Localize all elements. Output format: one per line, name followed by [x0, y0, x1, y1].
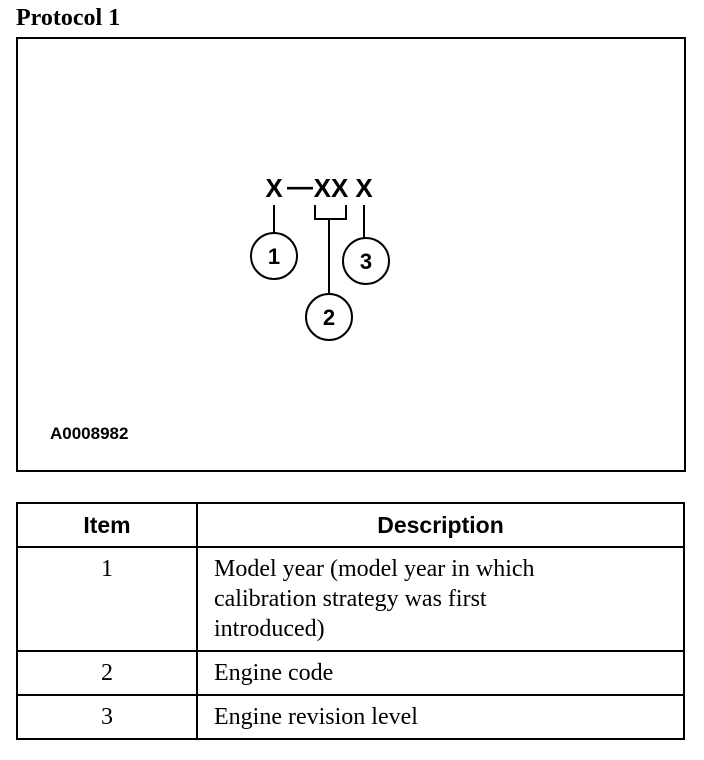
description-line: introduced)	[214, 616, 325, 642]
callout-label-3: 3	[359, 249, 373, 274]
code-char-model-year: X	[265, 173, 283, 203]
code-char-revision: X	[355, 173, 373, 203]
code-char-dash: —	[287, 171, 313, 201]
item-description-table	[16, 502, 685, 740]
bracket-engine-code	[315, 205, 346, 219]
table-header-row	[17, 503, 684, 547]
callout-label-1: 1	[267, 244, 281, 269]
code-char-engine-code: XX	[313, 173, 349, 203]
column-header-item: Item	[17, 503, 197, 547]
table-row	[17, 695, 684, 739]
item-number: 2	[17, 651, 197, 695]
description-line: Engine code	[214, 660, 334, 686]
item-number: 1	[17, 547, 197, 651]
item-description	[197, 695, 684, 739]
item-description	[197, 651, 684, 695]
callout-label-2: 2	[322, 305, 336, 330]
description-line: Engine revision level	[214, 704, 418, 730]
column-header-description: Description	[197, 503, 684, 547]
table-row	[17, 547, 684, 651]
item-description	[197, 547, 684, 651]
description-line: calibration strategy was first	[214, 586, 487, 612]
figure-id: A0008982	[50, 424, 129, 443]
item-number: 3	[17, 695, 197, 739]
engine-code-diagram	[18, 39, 684, 470]
page-title: Protocol 1	[16, 5, 121, 31]
description-line: Model year (model year in which	[214, 556, 535, 582]
table-row	[17, 651, 684, 695]
figure-panel	[16, 37, 686, 472]
